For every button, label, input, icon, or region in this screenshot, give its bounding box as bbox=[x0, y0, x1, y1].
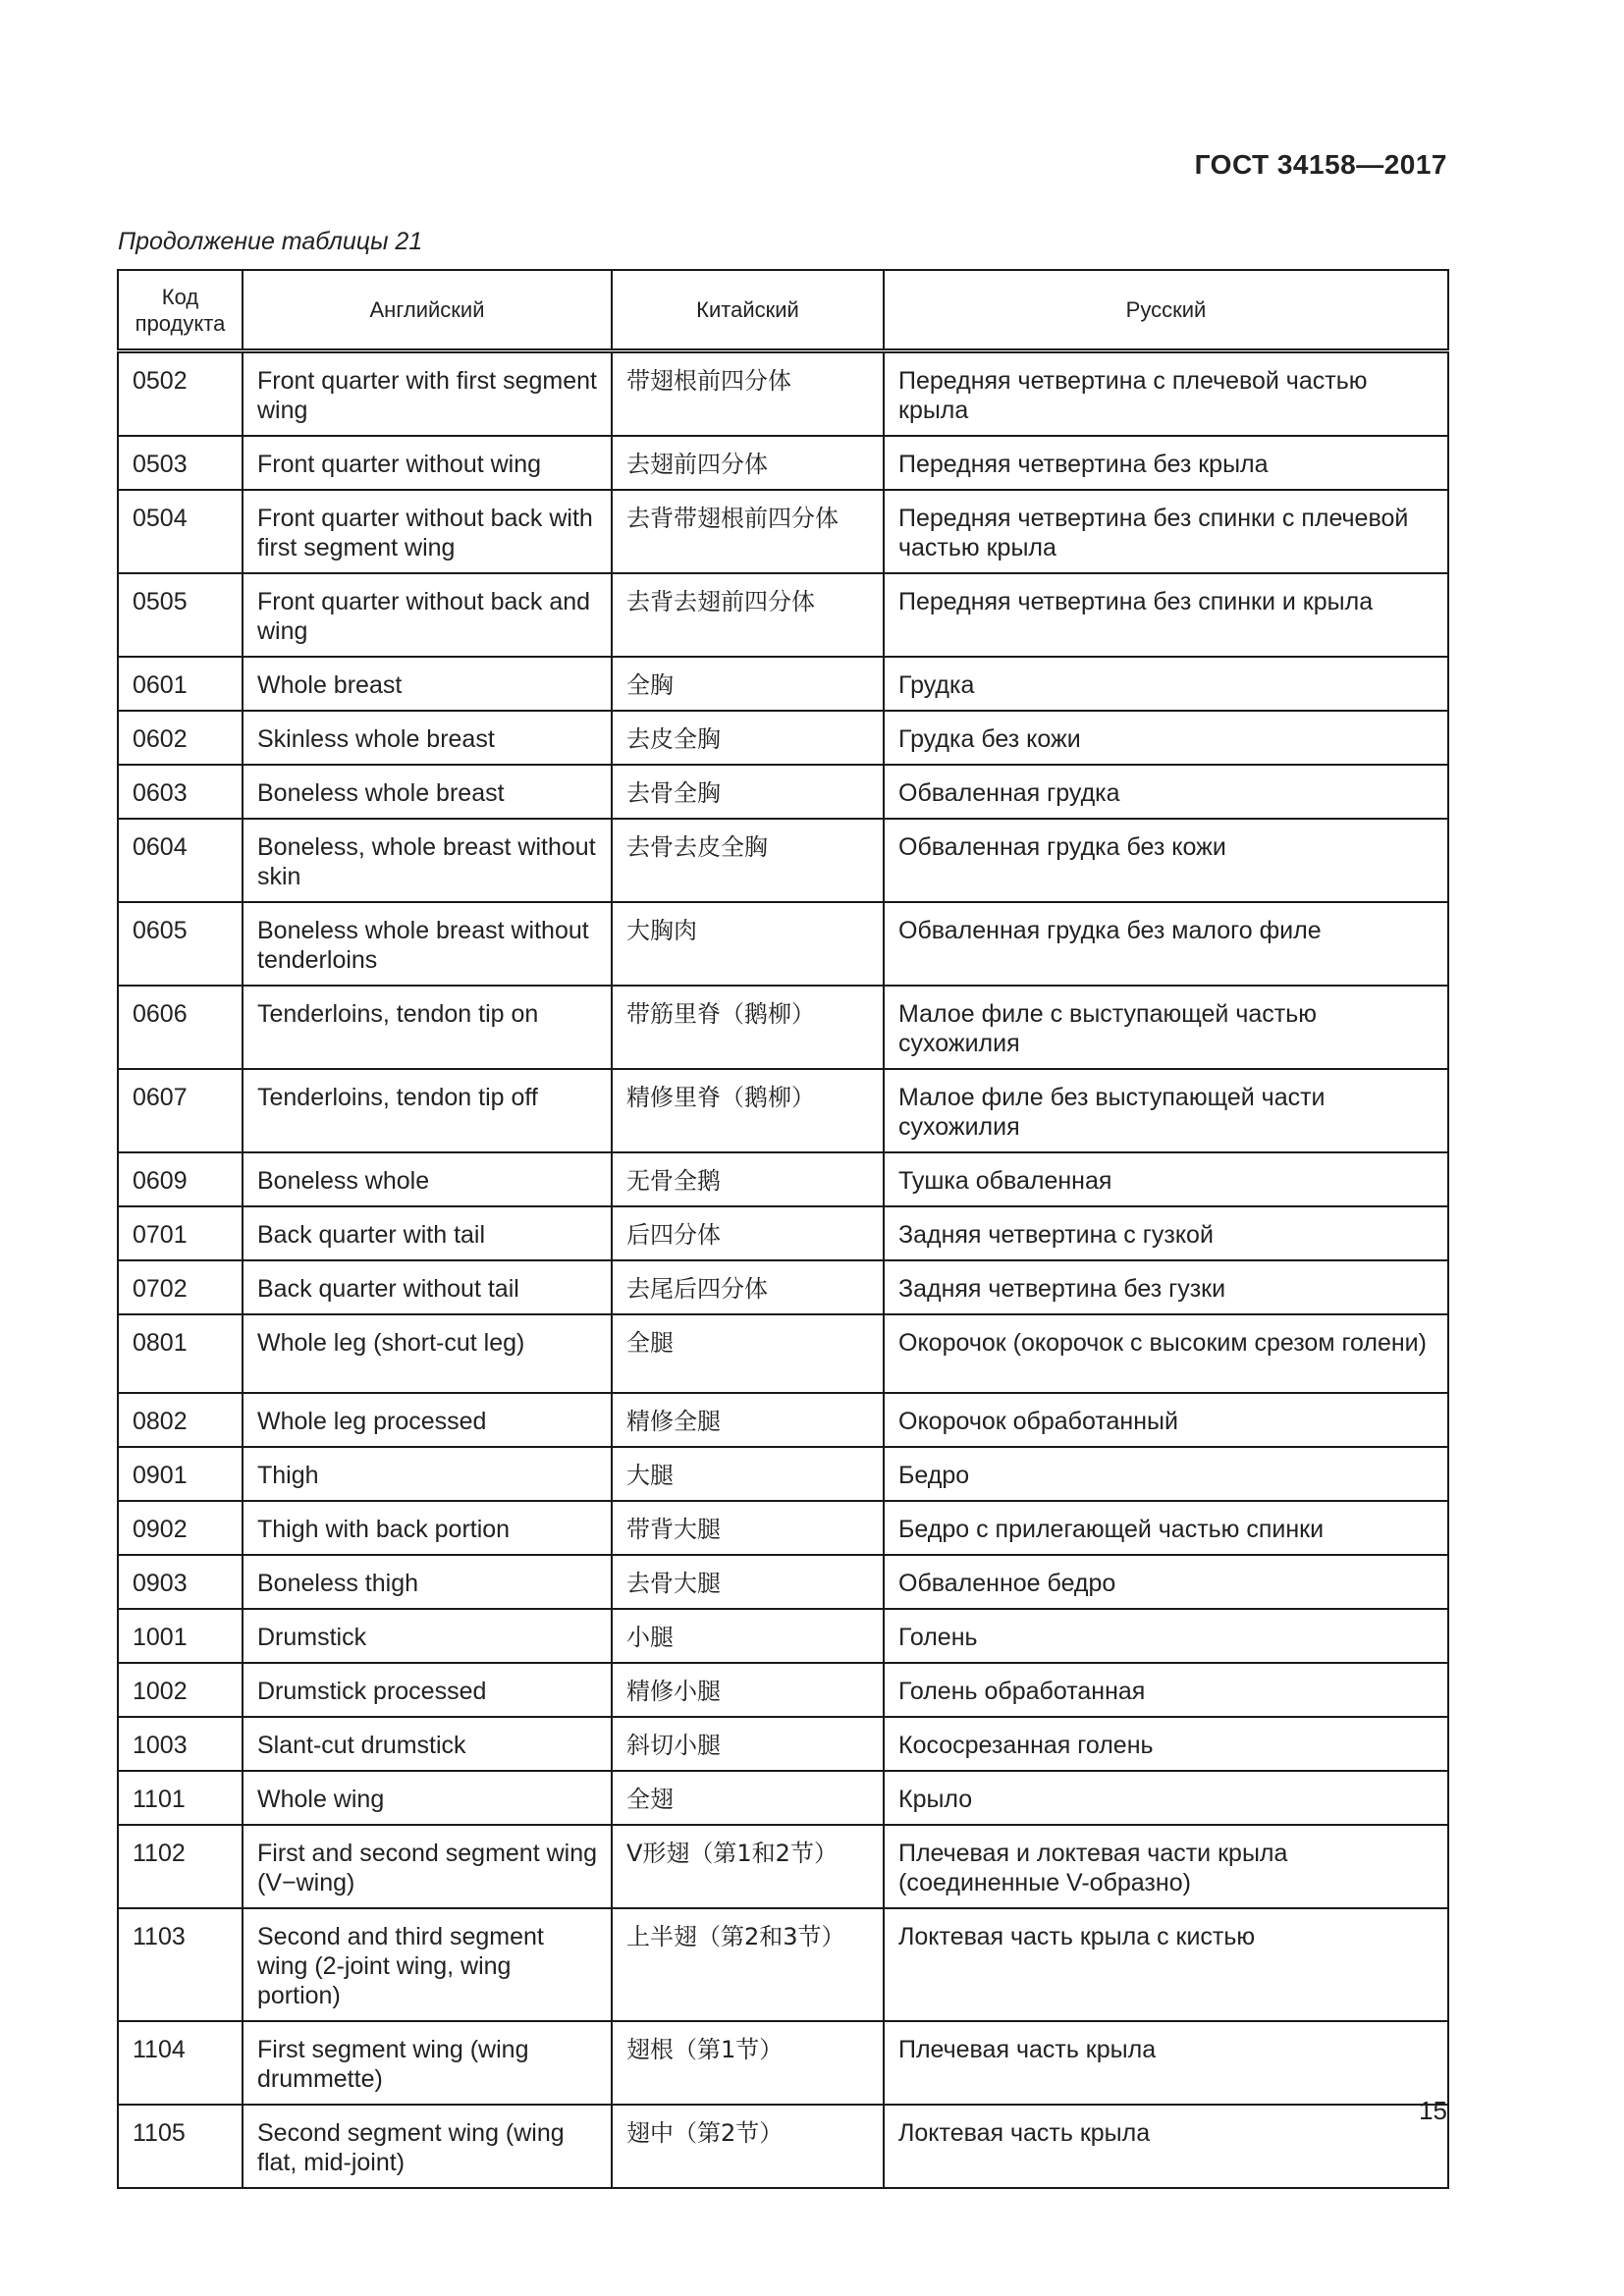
russian-name-cell: Голень bbox=[884, 1609, 1448, 1663]
english-name-cell: Boneless, whole breast without skin bbox=[243, 819, 612, 902]
russian-name-cell: Плечевая часть крыла bbox=[884, 2021, 1448, 2105]
table-row bbox=[118, 2021, 1448, 2105]
product-code-cell: 1002 bbox=[118, 1663, 243, 1717]
table-row bbox=[118, 657, 1448, 711]
russian-name-cell: Передняя четвертина без спинки с плечевой частью крыла bbox=[884, 490, 1448, 573]
table-row bbox=[118, 902, 1448, 986]
chinese-name-cell: 带筋里脊（鹅柳） bbox=[612, 986, 884, 1069]
russian-name-cell: Грудка без кожи bbox=[884, 711, 1448, 765]
product-code-cell: 1001 bbox=[118, 1609, 243, 1663]
english-name-cell: Front quarter without back and wing bbox=[243, 573, 612, 657]
english-name-cell: Whole leg (short-cut leg) bbox=[243, 1314, 612, 1393]
product-code-cell: 0601 bbox=[118, 657, 243, 711]
chinese-name-cell: 全胸 bbox=[612, 657, 884, 711]
table-row bbox=[118, 1771, 1448, 1825]
chinese-name-cell: 带翅根前四分体 bbox=[612, 351, 884, 437]
table-row bbox=[118, 711, 1448, 765]
russian-name-cell: Малое филе без выступающей части сухожилия bbox=[884, 1069, 1448, 1152]
product-code-cell: 0901 bbox=[118, 1447, 243, 1501]
russian-name-cell: Тушка обваленная bbox=[884, 1152, 1448, 1206]
chinese-name-cell: 去尾后四分体 bbox=[612, 1260, 884, 1314]
table-row bbox=[118, 436, 1448, 490]
russian-name-cell: Плечевая и локтевая части крыла (соединенные V-образно) bbox=[884, 1825, 1448, 1908]
chinese-name-cell: 斜切小腿 bbox=[612, 1717, 884, 1771]
russian-name-cell: Крыло bbox=[884, 1771, 1448, 1825]
product-code-cell: 0603 bbox=[118, 765, 243, 819]
english-name-cell: Thigh bbox=[243, 1447, 612, 1501]
table-row bbox=[118, 490, 1448, 573]
table-caption: Продолжение таблицы 21 bbox=[118, 228, 423, 255]
russian-name-cell: Малое филе с выступающей частью сухожилия bbox=[884, 986, 1448, 1069]
table-row bbox=[118, 1555, 1448, 1609]
product-code-cell: 0903 bbox=[118, 1555, 243, 1609]
product-code-cell: 0504 bbox=[118, 490, 243, 573]
english-name-cell: First and second segment wing (V−wing) bbox=[243, 1825, 612, 1908]
product-code-cell: 0505 bbox=[118, 573, 243, 657]
chinese-name-cell: 无骨全鹅 bbox=[612, 1152, 884, 1206]
english-name-cell: Tenderloins, tendon tip off bbox=[243, 1069, 612, 1152]
product-code-cell: 0502 bbox=[118, 351, 243, 437]
product-code-cell: 0602 bbox=[118, 711, 243, 765]
table-row bbox=[118, 1206, 1448, 1260]
english-name-cell: Front quarter without back with first segment wing bbox=[243, 490, 612, 573]
product-code-cell: 1103 bbox=[118, 1908, 243, 2021]
chinese-name-cell: 去翅前四分体 bbox=[612, 436, 884, 490]
chinese-name-cell: 去背带翅根前四分体 bbox=[612, 490, 884, 573]
chinese-name-cell: 精修里脊（鹅柳） bbox=[612, 1069, 884, 1152]
product-code-cell: 1104 bbox=[118, 2021, 243, 2105]
table-row bbox=[118, 1663, 1448, 1717]
english-name-cell: Thigh with back portion bbox=[243, 1501, 612, 1555]
product-code-cell: 0503 bbox=[118, 436, 243, 490]
russian-name-cell: Обваленная грудка без малого филе bbox=[884, 902, 1448, 986]
russian-name-cell: Локтевая часть крыла bbox=[884, 2105, 1448, 2188]
english-name-cell: Boneless whole bbox=[243, 1152, 612, 1206]
chinese-name-cell: 精修小腿 bbox=[612, 1663, 884, 1717]
product-code-cell: 0605 bbox=[118, 902, 243, 986]
column-header-russian: Русский bbox=[884, 270, 1448, 351]
chinese-name-cell: 大腿 bbox=[612, 1447, 884, 1501]
english-name-cell: Whole wing bbox=[243, 1771, 612, 1825]
product-code-table bbox=[117, 269, 1449, 2189]
russian-name-cell: Передняя четвертина без спинки и крыла bbox=[884, 573, 1448, 657]
page-number: 15 bbox=[1419, 2096, 1447, 2125]
english-name-cell: First segment wing (wing drummette) bbox=[243, 2021, 612, 2105]
column-header-code: Код продукта bbox=[118, 270, 243, 351]
product-code-cell: 0607 bbox=[118, 1069, 243, 1152]
russian-name-cell: Бедро bbox=[884, 1447, 1448, 1501]
english-name-cell: Whole leg processed bbox=[243, 1393, 612, 1447]
table-row bbox=[118, 986, 1448, 1069]
table-row bbox=[118, 1260, 1448, 1314]
chinese-name-cell: 后四分体 bbox=[612, 1206, 884, 1260]
russian-name-cell: Окорочок обработанный bbox=[884, 1393, 1448, 1447]
chinese-name-cell: 翅根（第1节） bbox=[612, 2021, 884, 2105]
english-name-cell: Second segment wing (wing flat, mid-joint) bbox=[243, 2105, 612, 2188]
product-code-cell: 1102 bbox=[118, 1825, 243, 1908]
table-row bbox=[118, 1609, 1448, 1663]
russian-name-cell: Локтевая часть крыла с кистью bbox=[884, 1908, 1448, 2021]
table-row bbox=[118, 1825, 1448, 1908]
english-name-cell: Back quarter with tail bbox=[243, 1206, 612, 1260]
product-code-cell: 1003 bbox=[118, 1717, 243, 1771]
english-name-cell: Boneless whole breast without tenderloins bbox=[243, 902, 612, 986]
english-name-cell: Back quarter without tail bbox=[243, 1260, 612, 1314]
column-header-english: Английский bbox=[243, 270, 612, 351]
table-row bbox=[118, 1069, 1448, 1152]
english-name-cell: Whole breast bbox=[243, 657, 612, 711]
chinese-name-cell: 去骨全胸 bbox=[612, 765, 884, 819]
english-name-cell: Tenderloins, tendon tip on bbox=[243, 986, 612, 1069]
table-row bbox=[118, 819, 1448, 902]
chinese-name-cell: 去骨大腿 bbox=[612, 1555, 884, 1609]
table-row bbox=[118, 1152, 1448, 1206]
english-name-cell: Boneless whole breast bbox=[243, 765, 612, 819]
table-row bbox=[118, 765, 1448, 819]
russian-name-cell: Голень обработанная bbox=[884, 1663, 1448, 1717]
chinese-name-cell: 去皮全胸 bbox=[612, 711, 884, 765]
russian-name-cell: Обваленное бедро bbox=[884, 1555, 1448, 1609]
russian-name-cell: Кососрезанная голень bbox=[884, 1717, 1448, 1771]
table-body bbox=[118, 351, 1448, 2189]
table-row bbox=[118, 1447, 1448, 1501]
russian-name-cell: Передняя четвертина с плечевой частью крыла bbox=[884, 351, 1448, 437]
table-row bbox=[118, 1393, 1448, 1447]
table-row bbox=[118, 2105, 1448, 2188]
table-row bbox=[118, 1314, 1448, 1393]
product-code-cell: 0902 bbox=[118, 1501, 243, 1555]
chinese-name-cell: 小腿 bbox=[612, 1609, 884, 1663]
table-row bbox=[118, 1908, 1448, 2021]
russian-name-cell: Обваленная грудка bbox=[884, 765, 1448, 819]
russian-name-cell: Передняя четвертина без крыла bbox=[884, 436, 1448, 490]
table-row bbox=[118, 573, 1448, 657]
russian-name-cell: Окорочок (окорочок с высоким срезом голени) bbox=[884, 1314, 1448, 1393]
russian-name-cell: Бедро с прилегающей частью спинки bbox=[884, 1501, 1448, 1555]
column-header-chinese: Китайский bbox=[612, 270, 884, 351]
product-code-cell: 0701 bbox=[118, 1206, 243, 1260]
chinese-name-cell: V形翅（第1和2节） bbox=[612, 1825, 884, 1908]
chinese-name-cell: 上半翅（第2和3节） bbox=[612, 1908, 884, 2021]
russian-name-cell: Задняя четвертина без гузки bbox=[884, 1260, 1448, 1314]
english-name-cell: Slant-cut drumstick bbox=[243, 1717, 612, 1771]
english-name-cell: Skinless whole breast bbox=[243, 711, 612, 765]
product-code-cell: 0606 bbox=[118, 986, 243, 1069]
chinese-name-cell: 大胸肉 bbox=[612, 902, 884, 986]
english-name-cell: Second and third segment wing (2-joint wing, wing portion) bbox=[243, 1908, 612, 2021]
chinese-name-cell: 翅中（第2节） bbox=[612, 2105, 884, 2188]
russian-name-cell: Грудка bbox=[884, 657, 1448, 711]
english-name-cell: Drumstick processed bbox=[243, 1663, 612, 1717]
product-code-cell: 0609 bbox=[118, 1152, 243, 1206]
chinese-name-cell: 全腿 bbox=[612, 1314, 884, 1393]
product-code-cell: 0801 bbox=[118, 1314, 243, 1393]
english-name-cell: Front quarter with first segment wing bbox=[243, 351, 612, 437]
chinese-name-cell: 精修全腿 bbox=[612, 1393, 884, 1447]
table-row bbox=[118, 351, 1448, 437]
product-code-cell: 0702 bbox=[118, 1260, 243, 1314]
product-code-cell: 1101 bbox=[118, 1771, 243, 1825]
chinese-name-cell: 带背大腿 bbox=[612, 1501, 884, 1555]
english-name-cell: Boneless thigh bbox=[243, 1555, 612, 1609]
english-name-cell: Drumstick bbox=[243, 1609, 612, 1663]
product-code-cell: 0802 bbox=[118, 1393, 243, 1447]
product-code-cell: 1105 bbox=[118, 2105, 243, 2188]
document-header: ГОСТ 34158—2017 bbox=[1194, 149, 1447, 180]
chinese-name-cell: 去背去翅前四分体 bbox=[612, 573, 884, 657]
table-header-row bbox=[118, 270, 1448, 351]
product-code-cell: 0604 bbox=[118, 819, 243, 902]
english-name-cell: Front quarter without wing bbox=[243, 436, 612, 490]
table-row bbox=[118, 1717, 1448, 1771]
russian-name-cell: Задняя четвертина с гузкой bbox=[884, 1206, 1448, 1260]
russian-name-cell: Обваленная грудка без кожи bbox=[884, 819, 1448, 902]
table-row bbox=[118, 1501, 1448, 1555]
chinese-name-cell: 全翅 bbox=[612, 1771, 884, 1825]
chinese-name-cell: 去骨去皮全胸 bbox=[612, 819, 884, 902]
